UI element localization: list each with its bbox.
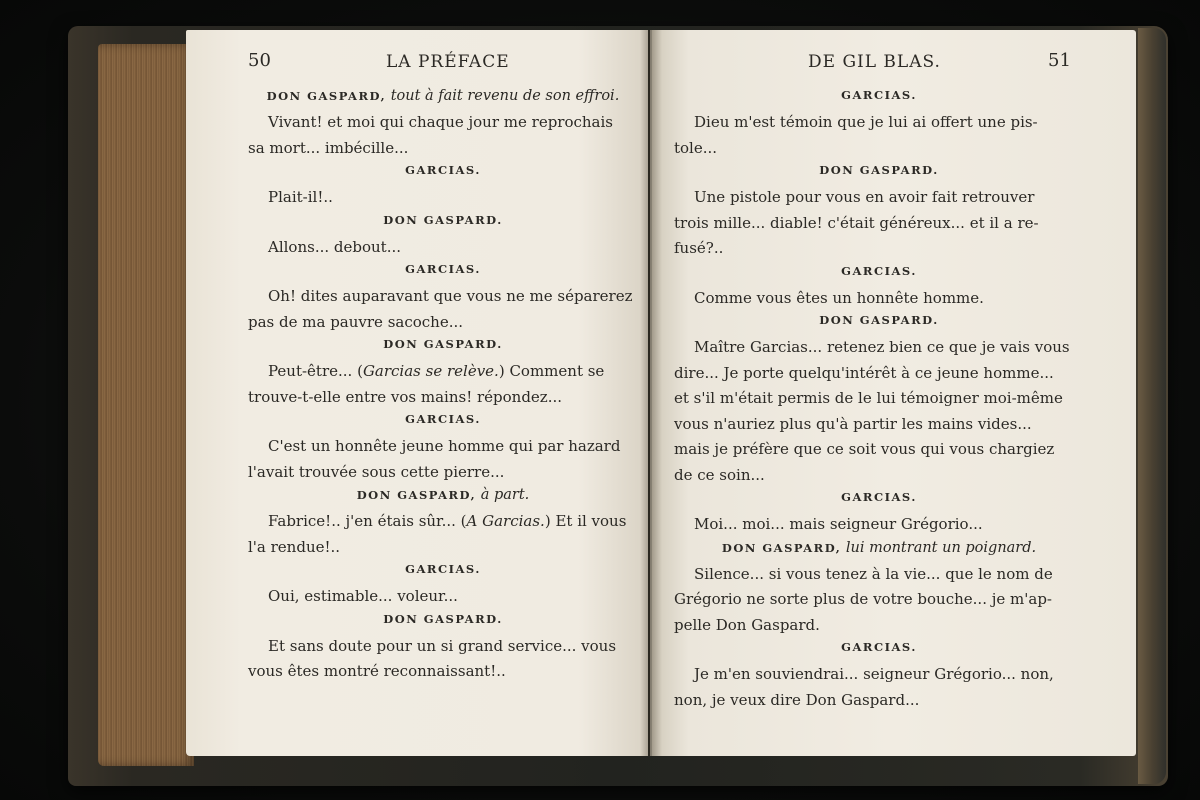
dialogue-line (674, 213, 1039, 233)
dialogue-line (674, 414, 1032, 434)
dialogue-text: Plait-il!.. (268, 188, 333, 206)
dialogue-text: mais je préfère que ce soit vous qui vous chargiez (674, 440, 1055, 458)
dialogue-text: pas de ma pauvre sacoche... (248, 312, 464, 331)
speaker-heading (650, 264, 1084, 278)
speaker-name: DON GASPARD. (383, 611, 503, 626)
dialogue-line (248, 537, 340, 557)
dialogue-text: non, je veux dire Don Gaspard... (674, 690, 920, 709)
speaker-name: GARCIAS. (405, 412, 481, 426)
speaker-name: DON GASPARD, (721, 540, 842, 555)
speaker-name: GARCIAS. (405, 562, 481, 576)
dialogue-text-after: ) Comment se (498, 362, 605, 380)
dialogue-text: l'a rendue!.. (248, 537, 341, 556)
speaker-name: DON GASPARD. (819, 163, 939, 177)
dialogue-text: Comme vous êtes un honnête homme. (694, 288, 984, 307)
dialogue-line (268, 511, 626, 531)
dialogue-line (674, 465, 765, 485)
speaker-heading (186, 562, 638, 576)
dialogue-text: Allons... debout... (268, 237, 401, 256)
speaker-name: GARCIAS. (841, 263, 917, 278)
stage-direction: tout à fait revenu de son effroi. (386, 88, 620, 104)
dialogue-text: Oh! dites auparavant que vous ne me séparerez (268, 287, 633, 305)
dialogue-text: tole... (674, 138, 718, 157)
dialogue-line (694, 337, 1070, 357)
dialogue-line (248, 462, 504, 482)
dialogue-text: Vivant! et moi qui chaque jour me reprochais (268, 113, 613, 131)
dialogue-line (674, 615, 820, 635)
right-page (650, 30, 1136, 756)
dialogue-text: Oui, estimable... voleur... (268, 587, 458, 605)
dialogue-line (674, 439, 1054, 459)
speaker-name: DON GASPARD. (819, 313, 939, 327)
speaker-name: GARCIAS. (841, 88, 917, 102)
dialogue-line (268, 237, 401, 257)
dialogue-line (694, 564, 1053, 584)
dialogue-line (268, 436, 620, 456)
dialogue-line (268, 187, 333, 207)
dialogue-text-after: ) Et il vous (544, 512, 627, 530)
dialogue-text: Silence... si vous tenez à la vie... que le nom de (694, 564, 1053, 583)
dialogue-text: Grégorio ne sorte plus de votre bouche... je m'ap- (674, 590, 1052, 608)
dialogue-line (268, 112, 613, 132)
dialogue-text: vous n'auriez plus qu'à partir les mains vides... (674, 414, 1032, 433)
dialogue-line (674, 589, 1052, 609)
dialogue-line (694, 288, 984, 308)
dialogue-line (694, 514, 983, 534)
dialogue-text: Et sans doute pour un si grand service... vous (268, 636, 617, 655)
speaker-name: DON GASPARD. (383, 337, 503, 351)
speaker-name: GARCIAS. (405, 163, 481, 177)
dialogue-text: pelle Don Gaspard. (674, 615, 820, 634)
dialogue-line (248, 138, 408, 158)
dialogue-text: C'est un honnête jeune homme qui par hazard (268, 437, 621, 455)
dialogue-text: dire... Je porte quelqu'intérêt à ce jeune homme... (674, 363, 1054, 382)
dialogue-line (674, 138, 717, 158)
dialogue-line (674, 388, 1063, 408)
dialogue-line (674, 238, 723, 258)
dialogue-text: Une pistole pour vous en avoir fait retrouver (694, 188, 1035, 206)
dialogue-text: Maître Garcias... retenez bien ce que je vais vous (694, 338, 1070, 356)
dialogue-text: vous êtes montré reconnaissant!.. (248, 662, 506, 680)
page-number-right: 51 (1048, 50, 1071, 71)
dialogue-line (248, 387, 562, 407)
inline-stage-direction: A Garcias. (466, 512, 545, 530)
running-header-left: LA PRÉFACE (386, 52, 510, 72)
dialogue-line (268, 361, 604, 381)
dialogue-line (674, 690, 919, 710)
stage-direction: lui montrant un poignard. (841, 539, 1037, 556)
dialogue-text: Fabrice!.. j'en étais sûr... ( (268, 512, 467, 530)
speaker-heading (650, 163, 1084, 177)
dialogue-line (694, 187, 1034, 207)
dialogue-line (694, 664, 1054, 684)
dialogue-line (268, 636, 616, 656)
inline-stage-direction: Garcias se relève. (362, 362, 499, 380)
speaker-heading (186, 487, 638, 503)
speaker-name: DON GASPARD, (356, 488, 477, 502)
book-gutter (640, 30, 662, 756)
dialogue-text: trois mille... diable! c'était généreux... et il a re- (674, 213, 1039, 232)
dialogue-text: et s'il m'était permis de le lui témoigner moi-même (674, 389, 1063, 407)
dialogue-text: fusé?.. (674, 239, 724, 257)
page-fore-edge (98, 44, 194, 766)
speaker-name: GARCIAS. (841, 640, 917, 654)
left-page (186, 30, 648, 756)
dialogue-line (248, 312, 463, 332)
dialogue-text: trouve-t-elle entre vos mains! répondez... (248, 387, 563, 406)
speaker-name: GARCIAS. (841, 490, 917, 504)
speaker-heading (650, 540, 1084, 556)
dialogue-text: sa mort... imbécille... (248, 138, 409, 157)
speaker-heading (186, 612, 638, 626)
speaker-heading (650, 640, 1084, 654)
speaker-name: DON GASPARD, (266, 89, 387, 103)
speaker-heading (650, 313, 1084, 327)
dialogue-text: Moi... moi... mais seigneur Grégorio... (694, 515, 983, 533)
speaker-heading (650, 88, 1084, 102)
speaker-heading (186, 412, 638, 426)
dialogue-text: Je m'en souviendrai... seigneur Grégorio... non, (694, 665, 1054, 683)
speaker-name: GARCIAS. (405, 262, 481, 276)
speaker-heading (186, 337, 638, 351)
running-header-right: DE GIL BLAS. (808, 52, 941, 72)
page-number-left: 50 (248, 50, 271, 71)
cover-spine-edge (1138, 28, 1166, 784)
speaker-heading (186, 213, 638, 227)
dialogue-text: Peut-être... ( (268, 362, 363, 380)
speaker-heading (650, 490, 1084, 504)
speaker-heading (186, 88, 638, 104)
dialogue-text: Dieu m'est témoin que je lui ai offert une pis- (694, 113, 1038, 131)
dialogue-line (248, 661, 506, 681)
dialogue-line (674, 363, 1054, 383)
speaker-heading (186, 262, 638, 276)
dialogue-line (268, 586, 458, 606)
speaker-heading (186, 163, 638, 177)
speaker-name: DON GASPARD. (383, 212, 503, 227)
dialogue-text: de ce soin... (674, 465, 765, 484)
dialogue-line (268, 286, 633, 306)
dialogue-text: l'avait trouvée sous cette pierre... (248, 462, 505, 481)
stage-direction: à part. (476, 487, 530, 503)
dialogue-line (694, 112, 1038, 132)
